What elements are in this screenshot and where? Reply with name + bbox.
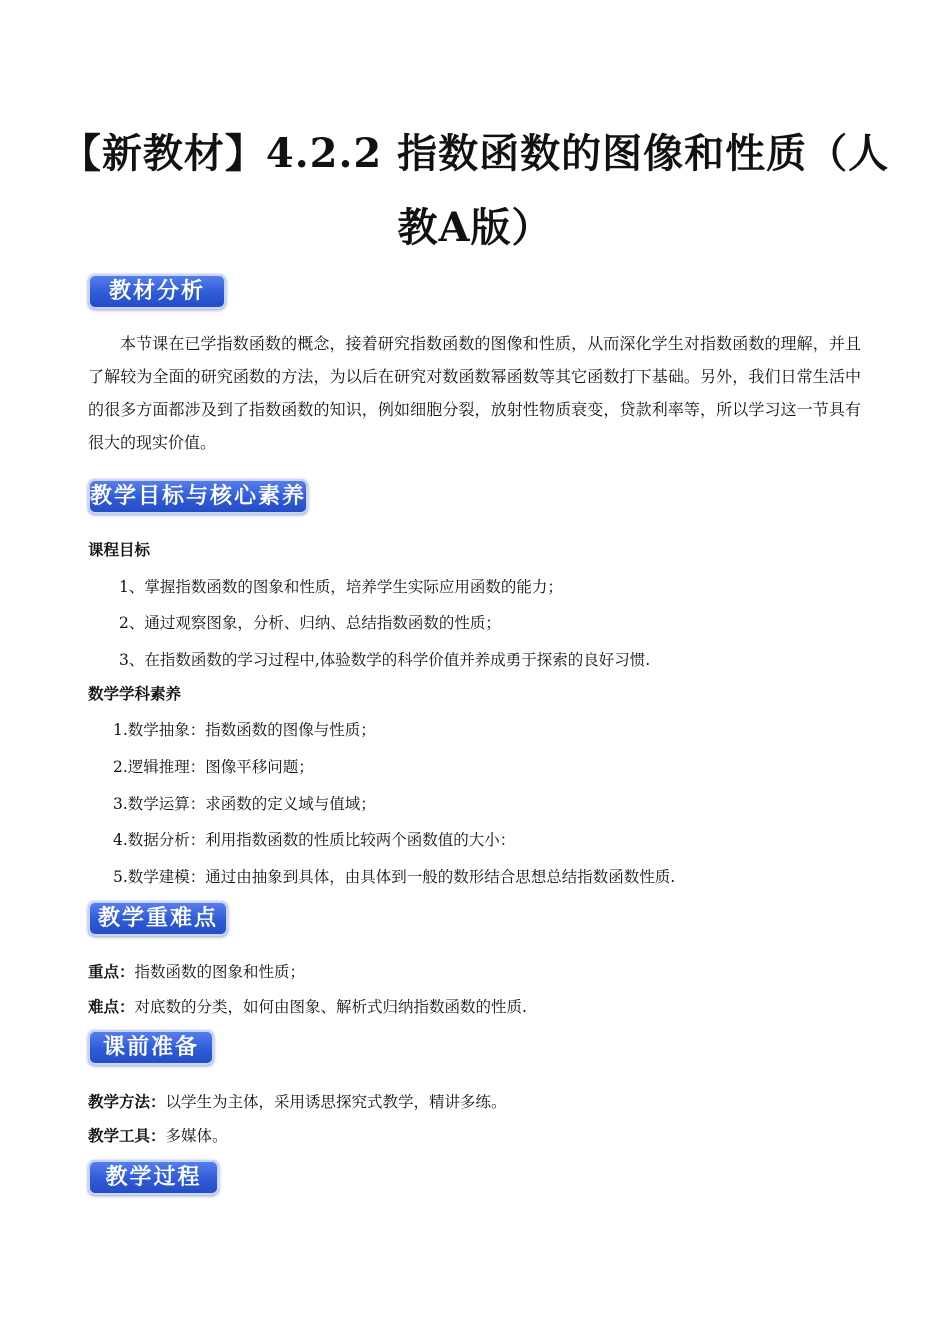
- literacy-item-2: 2.逻辑推理：图像平移问题；: [113, 758, 314, 776]
- tools-label: 教学工具：: [88, 1127, 166, 1145]
- section-badge-analysis: 教材分析: [88, 274, 226, 309]
- document-title-line-1: 【新教材】4.2.2 指数函数的图像和性质（人: [60, 130, 890, 177]
- focus-label: 重点：: [88, 963, 135, 981]
- method-line: [88, 1092, 507, 1112]
- section-badge-key-points: 教学重难点: [88, 901, 228, 936]
- course-goal-item-2: 2、通过观察图象，分析、归纳、总结指数函数的性质；: [119, 614, 501, 632]
- method-label: 教学方法：: [88, 1093, 166, 1111]
- tools-line: [88, 1126, 228, 1146]
- analysis-paragraph: 本节课在已学指数函数的概念，接着研究指数函数的图像和性质，从而深化学生对指数函数的理解，并且了解较为全面的研究函数的方法，为以后在研究对数函数幂函数等其它函数打下基础。另外，我们日常生活中的很多方面都涉及到了指数函数的知识，例如细胞分裂，放射性物质衰变，贷款利率等，所以学习这一节具有很大的现实价值。: [88, 334, 861, 452]
- document-title-line-2: 教A版）: [397, 204, 553, 251]
- tools-text: 多媒体。: [165, 1127, 228, 1145]
- section-badge-process: 教学过程: [88, 1160, 219, 1195]
- difficulty-text: 对底数的分类，如何由图象、解析式归纳指数函数的性质.: [134, 998, 527, 1016]
- method-text: 以学生为主体，采用诱思探究式教学，精讲多练。: [165, 1093, 507, 1111]
- literacy-item-4: 4.数据分析：利用指数函数的性质比较两个函数值的大小：: [113, 831, 516, 849]
- course-goal-item-3: 3、在指数函数的学习过程中,体验数学的科学价值并养成勇于探索的良好习惯.: [119, 651, 651, 669]
- difficulty-line: [88, 997, 527, 1017]
- course-goals-heading: 课程目标: [88, 541, 151, 559]
- focus-line: [88, 962, 305, 982]
- literacy-item-3: 3.数学运算：求函数的定义域与值域；: [113, 795, 376, 813]
- difficulty-label: 难点：: [88, 998, 135, 1016]
- literacy-item-1: 1.数学抽象：指数函数的图像与性质；: [113, 721, 376, 739]
- course-goal-item-1: 1、掌握指数函数的图象和性质，培养学生实际应用函数的能力；: [119, 578, 563, 596]
- literacy-heading: 数学学科素养: [88, 685, 182, 703]
- section-badge-preparation: 课前准备: [88, 1030, 214, 1065]
- literacy-item-5: 5.数学建模：通过由抽象到具体，由具体到一般的数形结合思想总结指数函数性质.: [113, 868, 676, 886]
- section-badge-goals: 教学目标与核心素养: [88, 479, 308, 514]
- focus-text: 指数函数的图象和性质；: [134, 963, 306, 981]
